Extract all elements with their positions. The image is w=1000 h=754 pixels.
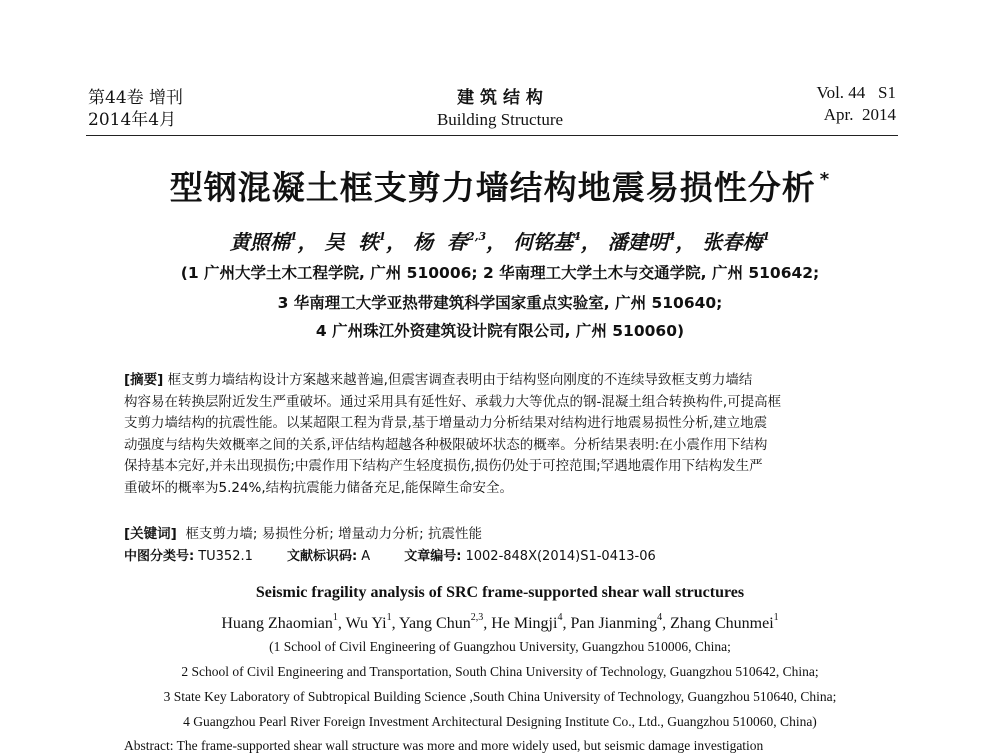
clc-value: TU352.1 [198, 549, 253, 564]
author-name: Wu Yi [345, 615, 387, 632]
author-separator: ， [386, 230, 414, 254]
author-name: 潘建明 [607, 230, 668, 254]
affiliation-en-line: 2 School of Civil Engineering and Transportation, South China University of Technology, Guangzhou 510642, China; [181, 664, 819, 679]
author-affiliation-mark: 1 [332, 612, 338, 623]
abstract-line: 动强度与结构失效概率之间的关系,评估结构超越各种极限破坏状态的概率。分析结果表明:在小震作用下结构 [124, 436, 768, 453]
author-affiliation-mark: 4 [557, 612, 563, 623]
author [230, 230, 325, 254]
affiliation-cn-line: 4 广州珠江外资建筑设计院有限公司, 广州 510060) [315, 322, 685, 340]
clc-label: 中图分类号: [124, 549, 195, 564]
author-name: 黄照棉 [229, 230, 290, 254]
paper-title [0, 162, 1000, 209]
author-separator: , [483, 615, 492, 632]
author-name: Yang Chun [398, 615, 471, 632]
doc-code-label: 文献标识码: [287, 549, 358, 564]
author-name: 何铭基 [513, 230, 574, 254]
author-affiliation-mark: 1 [773, 612, 779, 623]
author-name: Huang Zhaomian [221, 615, 333, 632]
affiliation-en-line: 3 State Key Laboratory of Subtropical Building Science ,South China University of Technology, Guangzhou 510640, China; [163, 689, 837, 704]
paper-title-text: 型钢混凝土框支剪力墙结构地震易损性分析 [169, 168, 816, 207]
author [702, 230, 770, 254]
journal-name-en: Building Structure [436, 110, 564, 129]
abstract-line [124, 370, 869, 392]
author-affiliation-mark: 4 [657, 612, 663, 623]
authors-en [0, 612, 1000, 633]
author-separator: , [562, 615, 571, 632]
article-number-label: 文章编号: [404, 549, 462, 564]
author-affiliation-mark: 4 [667, 230, 676, 243]
author [345, 612, 399, 632]
affiliation-en-line: (1 School of Civil Engineering of Guangzhou University, Guangzhou 510006, China; [269, 639, 731, 654]
author-name: 张春梅 [702, 230, 763, 254]
author-name: He Mingji [491, 615, 558, 632]
article-number-value: 1002-848X(2014)S1-0413-06 [465, 549, 656, 564]
abstract-cn [124, 370, 869, 500]
author-affiliation-mark: 2,3 [467, 230, 487, 243]
date-cn: 2014年4月 [88, 110, 177, 130]
author-name: Zhang Chunmei [670, 615, 774, 632]
author [570, 612, 671, 632]
author [398, 612, 492, 632]
abstract-label: [摘要] [124, 372, 164, 388]
author-affiliation-mark: 1 [289, 230, 298, 243]
abstract-line: 保持基本完好,并未出现损伤;中震作用下结构产生轻度损伤,损伤仍处于可控范围;罕遇地震作用下结构发生严 [124, 458, 763, 475]
abstract-line: 重破坏的概率为5.24%,结构抗震能力储备充足,能保障生命安全。 [124, 479, 513, 496]
author-name: 吴 轶 [324, 230, 379, 254]
author [513, 230, 608, 254]
author [221, 612, 346, 632]
author-separator: ， [580, 230, 608, 254]
author-affiliation-mark: 2,3 [470, 612, 484, 623]
classification-line [124, 545, 660, 564]
author-affiliation-mark: 1 [386, 612, 392, 623]
author-separator: , [391, 615, 399, 632]
author [491, 612, 571, 632]
authors-cn [0, 226, 1000, 255]
author [413, 230, 513, 254]
author-name: 杨 春 [413, 230, 468, 254]
abstract-line: 支剪力墙结构的抗震性能。以某超限工程为背景,基于增量动力分析结果对结构进行地震易损性分析,建立地震 [124, 415, 768, 432]
date-en: Apr. 2014 [823, 105, 896, 124]
affiliation-cn-line: 3 华南理工大学亚热带建筑科学国家重点实验室, 广州 510640; [277, 294, 723, 312]
affiliation-cn-line: (1 广州大学土木工程学院, 广州 510006; 2 华南理工大学土木与交通学院, 广州 510642; [180, 264, 820, 282]
header-rule [86, 135, 898, 136]
author-separator: , [662, 615, 671, 632]
volume-en: Vol. 44 S1 [816, 83, 896, 102]
author-name: Pan Jianming [570, 615, 658, 632]
author [608, 230, 703, 254]
keywords [124, 522, 482, 542]
abstract-text: 框支剪力墙结构设计方案越来越普遍,但震害调查表明由于结构竖向刚度的不连续导致框支剪力墙结 [167, 372, 753, 388]
english-title: Seismic fragility analysis of SRC frame-supported shear wall structures [255, 584, 745, 601]
author-separator: , [337, 615, 346, 632]
author-separator: ， [297, 230, 325, 254]
doc-code-value: A [361, 549, 371, 564]
author-affiliation-mark: 1 [762, 230, 771, 243]
author-separator: ， [486, 230, 514, 254]
journal-name-cn: 建 筑 结 构 [457, 88, 543, 108]
title-footnote-mark: * [819, 169, 831, 190]
affiliation-en-line: 4 Guangzhou Pearl River Foreign Investment Architectural Designing Institute Co., Ltd., Guangzhou 510060, China) [183, 714, 817, 729]
author [325, 230, 414, 254]
english-abstract-partial: Abstract: The frame-supported shear wall structure was more and more widely used, but seismic damage investigation [124, 738, 764, 753]
volume-cn: 第44卷 增刊 [88, 88, 184, 108]
keywords-text: 框支剪力墙; 易损性分析; 增量动力分析; 抗震性能 [185, 526, 482, 542]
author-separator: ， [675, 230, 703, 254]
abstract-line: 构容易在转换层附近发生严重破坏。通过采用具有延性好、承载力大等优点的钢-混凝土组合转换构件,可提高框 [124, 393, 782, 410]
author [670, 612, 779, 632]
author-affiliation-mark: 1 [378, 230, 387, 243]
author-affiliation-mark: 4 [573, 230, 581, 243]
keywords-label: [关键词] [124, 526, 177, 542]
